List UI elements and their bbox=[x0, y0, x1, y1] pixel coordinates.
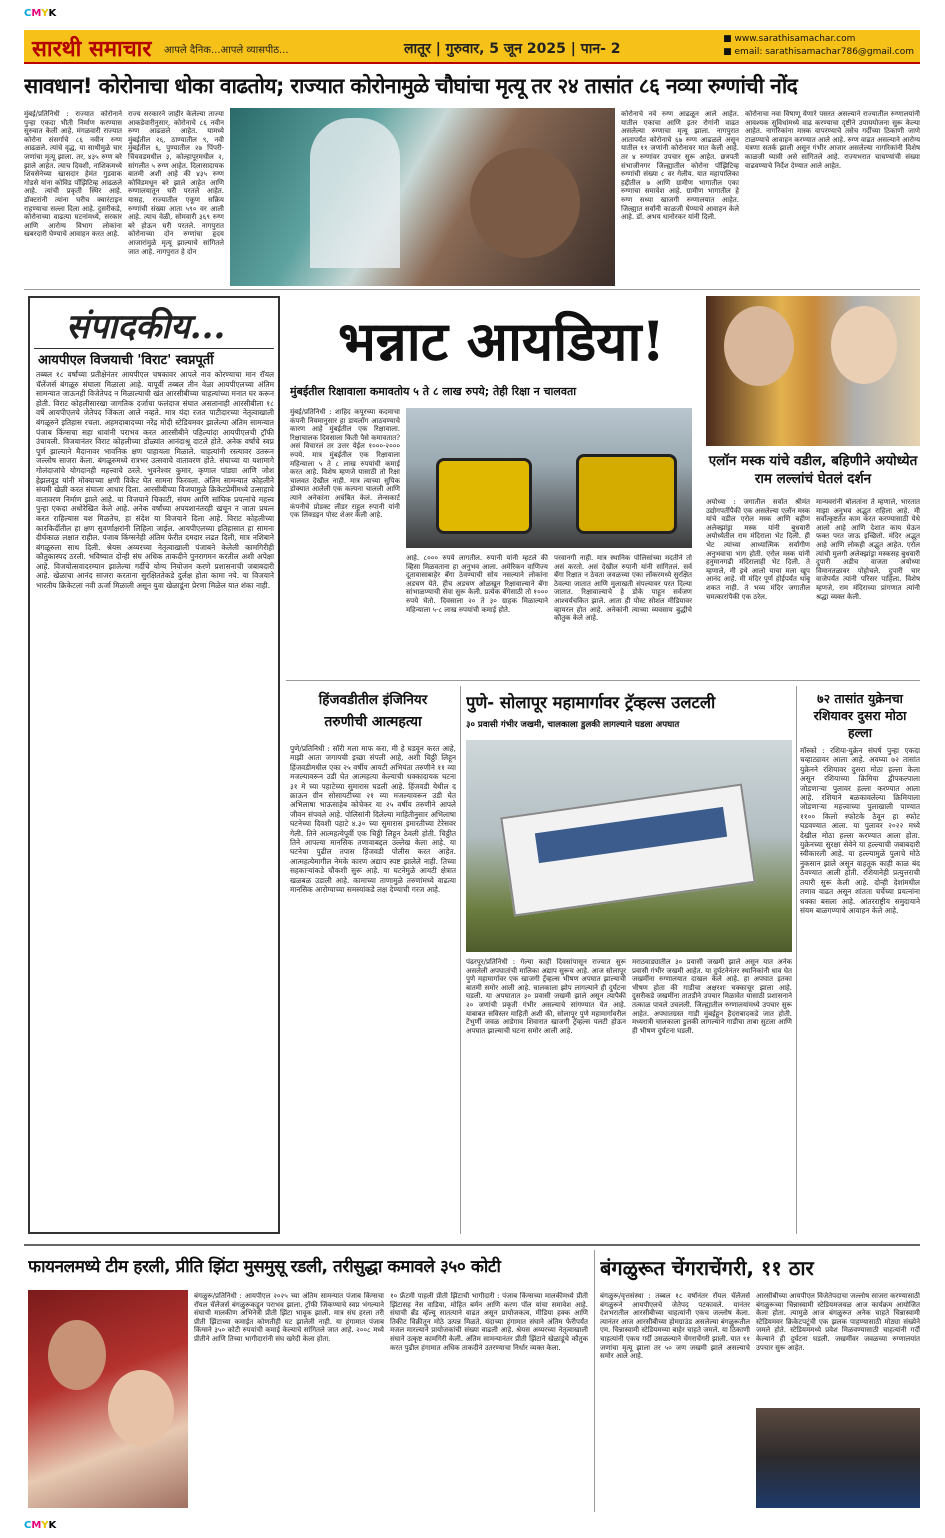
feature-col-2: आहे. ८००० रुपये लागतील. रुपानी यांनी म्हटले की व्हिसा मिळवताना हा अनुभव आला. अमेरिकन वाणिज्य दूतावासाबाहेर बॅगा ठेवण्याची सोय नसल्याने लोकांना अडचण येते. हीच अडचण ओळखून रिक्षावाल्याने बॅगा सांभाळण्याची सेवा सुरू केली. प्रत्येक बॅगेसाठी तो १००० रुपये घेतो. दिवसाला २० ते ३० ग्राहक मिळाल्याने महिन्याला ५-८ लाख रुपयांची कमाई होते. bbox=[406, 554, 548, 614]
masthead bbox=[24, 30, 920, 64]
stampede-col-1: बंगळुरू/वृत्तसंस्था : तब्बल १८ वर्षांनंतर रॉयल चॅलेंजर्स बंगळुरूने आयपीएलचे जेतेपद पटकावले. यानंतर देशभरातील आरसीबीच्या चाहत्यांनी एकच जल्लोष केला. त्यानंतर आज आरसीबीच्या होमग्राउंड असलेल्या बंगळुरूतील एम. चिन्नास्वामी स्टेडियमच्या बाहेर चाहते जमले. या ठिकाणी चाहत्यांनी एकच गर्दी उसळल्याने चेंगराचेंगरी झाली. यात ११ जणांचा मृत्यू झाला तर ५० जण जखमी झाले असल्याचे समोर आले आहे. bbox=[600, 1292, 750, 1361]
contact-info bbox=[723, 33, 914, 59]
bus-col-2: मराठवाड्यातील ३० प्रवासी जखमी झाले असून यात अनेक प्रवासी गंभीर जखमी आहेत. या दुर्घटनेनंतर स्थानिकांनी धाव घेत जखमींना रुग्णालयात दाखल केले आहे. हा अपघात इतका भीषण होता की गाडीचा अक्षरशः चक्काचूर झाला आहे. दुसरीकडे जखमींना तातडीने उपचार मिळावेत यासाठी प्रशासनाने तत्काळ पावले उचलली. जिल्ह्यातील रुग्णालयांमध्ये उपचार सुरू आहेत. अपघातग्रस्त गाडी मुंबईहून हैदराबादकडे जात होती. मध्यरात्री चालकाला डुलकी लागल्याने गाडीचा ताबा सुटला आणि ही भीषण दुर्घटना घडली. bbox=[632, 958, 792, 1035]
final-headline: फायनलमध्ये टीम हरली, प्रीति झिंटा मुसमुसू रडली, तरीसुद्धा कमावले ३५० कोटी bbox=[28, 1257, 501, 1277]
globe-icon: ■ bbox=[723, 34, 735, 44]
covid-swab-photo bbox=[230, 108, 615, 286]
ukraine-body: मॉस्को : रशिया-युक्रेन संघर्ष पुन्हा एकदा चव्हाट्यावर आला आहे. अवघ्या ७२ तासांत युक्रेनने रशियावर दुसरा मोठा हल्ला केला असून रशियाच्या क्रिमिया द्वीपकल्पाला जोडणाऱ्या पुलावर हल्ला करण्यात आला आहे. रशियाने बळकावलेल्या क्रिमियाला जोडणाऱ्या महत्त्वाच्या पुलाखाली पाण्यात ११०० किलो स्फोटके ठेवून हा स्फोट घडवण्यात आला. या पुलावर २०२२ मध्ये देखील मोठा हल्ला करण्यात आला होता. युक्रेनच्या सुरक्षा सेवेने या हल्ल्याची जबाबदारी स्वीकारली आहे. या हल्ल्यामुळे पुलाचे मोठे नुकसान झाले असून वाहतूक काही काळ बंद ठेवण्यात आली होती. रशियानेही प्रत्युत्तराची तयारी सुरू केली आहे. दोन्ही देशांमधील तणाव वाढत असून शांतता चर्चेच्या प्रयत्नांना धक्का बसला आहे. आंतरराष्ट्रीय समुदायाने संयम बाळगण्याचे आवाहन केले आहे. bbox=[800, 746, 920, 915]
stampede-col-2: आरसीबीच्या आयपीएल विजेतेपदाचा जल्लोष साजरा करण्यासाठी बंगळुरूच्या चिन्नास्वामी स्टेडियमजवळ आज कार्यक्रम आयोजित केला होता. त्यामुळे आज बंगळुरूत अनेक चाहते चिन्नास्वामी स्टेडियमवर क्रिकेटपटूंची एक झलक पाहण्यासाठी मोठ्या संख्येने जमले होते. स्टेडियममध्ये प्रवेश मिळवण्यासाठी चाहत्यांनी गर्दी केल्याने ही दुर्घटना घडली. जखमींवर जवळच्या रुग्णालयांत उपचार सुरू आहेत. bbox=[756, 1292, 920, 1352]
feature-col-3: परवानगी नाही. मात्र स्थानिक पोलिसांच्या मदतीने तो असं करतो. असं देखील रुपानी यांनी सांगितलं. सर्व बॅगा रिक्षात न ठेवता जवळच्या एका लॉकरमध्ये सुरक्षित ठेवल्या जातात आणि मुलाखती संपल्यावर परत दिल्या जातात. रिक्षावाल्याचे हे डोके पाहून सर्वजण आश्चर्यचकित झाले. आता ही पोस्ट सोशल मीडियावर व्हायरल होत आहे. अनेकांनी त्याच्या व्यवसाय बुद्धीचे कौतुक केले आहे. bbox=[554, 554, 692, 623]
lead-headline: सावधान! कोरोनाचा धोका वाढतोय; राज्यात कोरोनामुळे चौघांचा मृत्यू तर २४ तासांत ८६ नव्या रुग्णांची नोंद bbox=[24, 74, 798, 98]
feature-col-1: मुंबई/प्रतिनिधी : शाहिद कपूरच्या कदमाचा कंपनी नियमानुसार हा डायलॉग आठवण्याचे कारण आहे मुंबईतील एक रिक्षावाला. रिक्षाचालक दिवसाला किती पैसे कमावतात? असं विचारलं तर उत्तर येईल १०००-२००० रुपये. मात्र मुंबईतील एक रिक्षावाला महिन्याला ५ ते ८ लाख रुपयांची कमाई करत आहे. विशेष म्हणजे यासाठी तो रिक्षा चालवत देखील नाही. मात्र त्याच्या सुपिक डोक्यात आलेली एक कल्पना चालली आणि त्याने अनेकांना अचंबित केलं. लेन्सकार्ट कंपनीचे प्रोडक्ट लीडर राहुल रुपानी यांनी एक लिंक्डइन पोस्ट शेअर केली आहे. bbox=[290, 408, 400, 520]
musk-col-2: मान्यवरांनी बोलतांना ते म्हणाले, भारतात माझा अनुभव अद्भुत राहिला आहे. मी सर्वोत्कृष्टतेत काम करत करण्यासाठी येथे आलो आहे आणि देशात काय घेऊन फक्त परत जाऊ इच्छितो. मंदिर अद्भुत आहे आणि लोकही अद्भुत आहेत. एरोल त्यांची मुलगी अलेक्झांड्रा मस्कसह बुधवारी दुपारी अडीच वाजता अयोध्या विमानतळावर पोहोचले. दुपारी चार वाजेपर्यंत त्यांनी परिसर पाहिला. विशेष म्हणजे, राम मंदिराच्या प्रांगणात त्यांनी श्रद्धा व्यक्त केली. bbox=[816, 498, 920, 601]
mail-icon: ■ bbox=[723, 47, 735, 57]
color-registration-mark-top: CMYK bbox=[24, 8, 57, 19]
newspaper-brand: सारथी समाचार bbox=[32, 36, 152, 62]
ukraine-headline: ७२ तासांत युक्रेनचा रशियावर दुसरा मोठा हल्ला bbox=[813, 691, 907, 740]
rickshaw-photo bbox=[406, 408, 692, 548]
suicide-body: पुणे/प्रतिनिधी : सॉरी मला माफ करा, मी हे घडवून करत आहे, माझी आता जगायची इच्छा संपली आहे, अशी चिठ्ठी लिहून हिंजवडीमधील एका २५ वर्षीय आयटी अभियंता तरुणीने ११ व्या मजल्यावरून उडी घेत आत्महत्या केल्याची धक्कादायक घटना ३१ मे च्या पहाटेच्या सुमारास घडली आहे. हिंजवडी येथील द क्राऊन ग्रीन सोसायटीच्या २१ व्या मजल्यावरून उडी घेत अभिलाषा भाऊसाहेब कोचेकर या २५ वर्षीय तरुणीने आपले जीवन संपवले आहे. पोलिसांनी दिलेल्या माहितीनुसार अभिलाषा घटनेच्या दिवशी पहाटे ४.३० च्या सुमारास इमारतीच्या टेरेसवर गेली. तिने आत्महत्येपूर्वी एक चिठ्ठी लिहून ठेवली होती. चिठ्ठीत तिने आपल्या मानसिक तणावाबद्दल उल्लेख केला आहे. या घटनेचा पुढील तपास हिंजवडी पोलीस करत आहेत. आत्महत्येमागील नेमके कारण अद्याप स्पष्ट झालेले नाही. तिच्या सहकाऱ्यांकडे चौकशी सुरू आहे. या घटनेमुळे आयटी क्षेत्रात खळबळ उडाली आहे. कामाच्या ताणामुळे तरुणांमध्ये वाढत्या मानसिक आरोग्याच्या समस्यांकडे लक्ष देण्याची गरज आहे. bbox=[290, 744, 456, 895]
stampede-crowd-photo bbox=[756, 1408, 920, 1508]
column-rule bbox=[460, 686, 461, 1234]
editorial-body: तब्बल १८ वर्षांच्या प्रतीक्षेनंतर आयपीएल चषकावर आपले नाव कोरण्याचा मान रॉयल चॅलेंजर्स बंगळूरु संघाला मिळाला आहे. यापूर्वी तब्बल तीन वेळा आयपीएलच्या अंतिम सामन्यात जाऊनही विजेतेपद न मिळाल्याची खंत आरसीबीच्या चाहत्यांच्या मनात घर करून होती. विराट कोहलीसारखा जागतिक दर्जाचा फलंदाज संघात असतानाही आरसीबीला १८ वर्षे आयपीएलचे जेतेपद जिंकता आले नव्हते. मात्र यंदा रजत पाटीदारच्या नेतृत्वाखाली बंगळूरुने इतिहास रचला. अहमदाबादच्या नरेंद्र मोदी स्टेडियमवर झालेल्या अंतिम सामन्यात पंजाब किंग्सचा सहा धावांनी पराभव करत आरसीबीने पहिल्यांदा आयपीएलची ट्रॉफी उंचावली. विजयानंतर विराट कोहलीच्या डोळ्यांत आनंदाश्रू दाटले होते. अनेक वर्षांचे स्वप्न पूर्ण झाल्याने मैदानावर भावनिक क्षण पाहायला मिळाले. चाहत्यांनी रस्त्यावर उतरून जल्लोष साजरा केला. बंगळूरुमध्ये रात्रभर उत्सवाचे वातावरण होते. संघाच्या या यशामागे गोलंदाजांचे योगदानही महत्त्वाचे ठरले. भुवनेश्वर कुमार, कृणाल पांड्या आणि जोश हेझलवूड यांनी मोक्याच्या क्षणी विकेट घेत सामना फिरवला. अंतिम सामन्यात कोहलीने संयमी खेळी करत संघाला आधार दिला. आरसीबीच्या विजयामुळे क्रिकेटप्रेमींमध्ये उत्साहाचे वातावरण निर्माण झाले आहे. या विजयाने चिकाटी, संयम आणि सांघिक प्रयत्नांचे महत्त्व पुन्हा एकदा अधोरेखित केले आहे. अनेक वर्षांच्या अपयशानंतरही खचून न जाता प्रयत्न करत राहिल्यास यश मिळतेच, हा संदेश या विजयाने दिला आहे. विराट कोहलीच्या कारकिर्दीतील हा क्षण सुवर्णाक्षरांनी लिहिला जाईल. आयपीएलच्या इतिहासात हा सामना दीर्घकाळ लक्षात राहील. पंजाब किंग्सनेही अंतिम फेरीत दमदार लढत दिली, मात्र नशिबाने बंगळूरुला साथ दिली. श्रेयस अय्यरच्या नेतृत्वाखाली पंजाबने केलेली कामगिरीही कौतुकास्पद ठरली. भविष्यात दोन्ही संघ अधिक ताकदीने पुनरागमन करतील अशी अपेक्षा आहे. विजयोत्सवादरम्यान झालेल्या गर्दीचे योग्य नियोजन करणे प्रशासनाची जबाबदारी आहे. खेळाचा आनंद साजरा करताना सुरक्षिततेकडे दुर्लक्ष होता कामा नये. या विजयाने भारतीय क्रिकेटला नवी ऊर्जा मिळाली असून युवा खेळाडूंना प्रेरणा मिळेल यात शंका नाही. bbox=[36, 370, 274, 591]
final-col-2: १० फ्रँटमी पाहली प्रीती झिंटाची भागीदारी : पंजाब किंग्सच्या मालकीमध्ये प्रीती झिंटासह नेस वाडिया, मोहित बर्मन आणि करण पॉल यांचा समावेश आहे. संघाची ब्रँड व्हॅल्यू सातत्याने वाढत असून प्रायोजकत्व, मीडिया हक्क आणि तिकीट विक्रीतून मोठे उत्पन्न मिळते. यंदाच्या हंगामात संघाने अंतिम फेरीपर्यंत मजल मारल्याने प्रायोजकांची संख्या वाढली आहे. श्रेयस अय्यरच्या नेतृत्वाखाली संघाने उत्कृष्ट कामगिरी केली. अंतिम सामन्यानंतर प्रीती झिंटाने खेळाडूंचे कौतुक करत पुढील हंगामात अधिक ताकदीने उतरण्याचा निर्धार व्यक्त केला. bbox=[390, 1292, 588, 1352]
overturned-bus-photo bbox=[466, 740, 792, 952]
bus-subhead: ३० प्रवासी गंभीर जखमी, चालकाला डुलकी लागल्याने घडला अपघात bbox=[466, 720, 680, 730]
editorial-label: संपादकीय... bbox=[66, 307, 226, 347]
feature-headline: भन्नाट आयडिया! bbox=[338, 309, 666, 373]
suicide-headline-1: हिंजवडीतील इंजिनियर bbox=[318, 692, 428, 708]
color-registration-mark-bottom: CMYK bbox=[24, 1520, 57, 1531]
editorial-title: आयपीएल विजयाची 'विराट' स्वप्नपूर्ती bbox=[38, 353, 214, 368]
email-link[interactable]: email: sarathisamachar786@gmail.com bbox=[734, 47, 914, 57]
bus-headline: पुणे- सोलापूर महामार्गावर ट्रॅव्हल्स उलटली bbox=[466, 693, 716, 712]
editorial-box bbox=[28, 296, 280, 1234]
tagline: आपले दैनिक...आपले व्यासपीठ... bbox=[164, 45, 289, 56]
stampede-headline: बंगळुरूत चेंगराचेंगरी, ११ ठार bbox=[600, 1256, 814, 1280]
column-rule bbox=[796, 686, 797, 1234]
feature-subhead: मुंबईतील रिक्षावाला कमावतोय ५ ते ८ लाख रुपये; तेही रिक्षा न चालवता bbox=[290, 385, 577, 398]
musk-col-1: अयोध्या : जगातील सर्वात श्रीमंत उद्योगपतींपैकी एक असलेल्या एलॉन मस्क यांचे वडील एरोल मस्क आणि बहीण अलेक्झांड्रा मस्क यांनी बुधवारी अयोध्येतील राम मंदिराला भेट दिली. ही भेट त्यांच्या आध्यात्मिक सर्वांगीण अनुभवाचा भाग होती. एरोल मस्क यांनी हनुमानगढी मंदिरालाही भेट दिली. ते म्हणाले, मी इथे आलो याचा मला खूप आनंद आहे. मी मंदिर पूर्ण होईपर्यंत थांबू शकत नाही. ते भव्य मंदिर जगातील चमत्कारांपैकी एक ठरेल. bbox=[706, 498, 810, 601]
lead-col-3: कोरोनाचे नवे रुग्ण आढळून आले आहेत. यातील एकाचा आणि इतर रोगांनी वाढत असलेल्या रुग्णाचा मृत्यू झाला. नागपुरात आतापर्यंत कोरोनाचे ६७ रुग्ण आढळले असून यातील ११ जणांनी कोरोनावर मात केली आहे. तर ४ रुग्णांवर उपचार सुरू आहेत. छत्रपती संभाजीनगर जिल्ह्यातील कोरोना पॉझिटिव्ह रुग्णांची संख्या ८ वर गेलीय. यात महापालिका हद्दीतील ७ आणि ग्रामीण भागातील एका रुग्णाचा समावेश आहे. ग्रामीण भागातील हे रुग्ण सध्या खाजगी रुग्णालयात आहेत. जिल्ह्यात सर्वांनी काळजी घेण्याचे आवाहन केले आहे. डॉ. अभय धानोरकर यांनी दिली. bbox=[621, 110, 739, 222]
section-divider bbox=[24, 289, 920, 290]
preity-zinta-photo bbox=[28, 1290, 188, 1508]
lead-col-2: राज्य सरकारने जाहीर केलेल्या ताज्या आकडेवारीनुसार, कोरोनाचे ८६ नवीन रुग्ण आढळले आहेत. यामध्ये मुंबईतील २६, ठाण्यातील ९, नवी मुंबईतील ६, पुण्यातील २७ पिंपरी-चिंचवडमधील ३, कोल्हापूरमधील २, सांगलीत ५ रुग्ण आहेत. दिलासादायक बातमी अशी आहे की ४३५ रुग्ण कोविडमधून बरे झाले आहेत आणि रुग्णालयातून घरी परतले आहेत. यासह, राज्यातील एकूण सक्रिय रुग्णांची संख्या आता ५९० वर आली आहे. त्याच वेळी, सोमवारी ३६९ रुग्ण बरे होऊन घरी परतले. नागपुरात कोरोनाच्या दोन रुग्णांचा हृदय आजारांमुळे मृत्यू झाल्याचे सांगितले जात आहे. नागपुरात हे दोन bbox=[128, 110, 224, 256]
musk-headline: एलॉन मस्क यांचे वडील, बहिणीने अयोध्येत राम लल्लांचं घेतलं दर्शन bbox=[708, 453, 918, 487]
section-divider bbox=[286, 680, 920, 681]
suicide-headline-2: तरुणीची आत्महत्या bbox=[324, 714, 422, 730]
website-link[interactable]: www.sarathisamachar.com bbox=[734, 34, 856, 44]
lead-col-1: मुंबई/प्रतिनिधी : राज्यात कोरोनाने पुन्हा एकदा भीती निर्माण करण्यास सुरुवात केली आहे. मंगळवारी राज्यात कोरोना संसर्गाचे ८६ नवीन रुग्ण आढळले. त्यांचे वृद्ध, या साथीमुळे चार जणांचा मृत्यू झाला. तर, ४३५ रुग्ण बरे झाले आहेत. त्याच दिवशी, नाशिकमध्ये शिवसेनेच्या खासदार हेमंत गुडवाक गोडसे यांना कोविड पॉझिटिव्ह आढळले आहे. त्यांची प्रकृती स्थिर आहे. डॉक्टरांनी त्यांना घरीच क्वारंटाइन राहण्याचा सल्ला दिला आहे. दुसरीकडे, कोरोनाच्या वाढत्या घटनांमध्ये, सरकार आणि आरोग्य विभाग लोकांना खबरदारी घेण्याचे आवाहन करत आहे. bbox=[24, 110, 122, 239]
lead-col-4: कोरोनाचा नवा विषाणू येणारे पसरत असल्याने राज्यातील रुग्णालयांनी आवश्यक सुविधांमध्ये वाढ करण्याचा दृष्टीने उपाययोजना सुरू केल्या आहेत. नागरिकांना मास्क वापरण्याचे तसेच गर्दीच्या ठिकाणी जाणे टाळण्याचे आवाहन करण्यात आले आहे. रुग्ण वाढत असल्याने आरोग्य यंत्रणा सतर्क झाली असून गंभीर आजार असलेल्या नागरिकांनी विशेष काळजी घ्यावी असे सांगितले आहे. राज्यभरात चाचण्यांची संख्या वाढवण्याचे निर्देश देण्यात आले आहेत. bbox=[745, 110, 920, 170]
final-col-1: बंगळुरू/प्रतिनिधी : आयपीएल २०२५ च्या अंतिम सामन्यात पंजाब किंग्सचा रॉयल चॅलेंजर्स बंगळुरूकडून पराभव झाला. ट्रॉफी जिंकण्याचे स्वप्न भंगल्याने संघाची मालकीण अभिनेत्री प्रीती झिंटा भावूक झाली. मात्र संघ हरला तरी प्रीती झिंटाच्या कमाईत कोणतीही घट झालेली नाही. या हंगामात पंजाब किंग्सने ३५० कोटी रुपयांची कमाई केल्याचे सांगितले जात आहे. २००८ मध्ये प्रीतीने आणि तिच्या भागीदारांनी संघ खरेदी केला होता. bbox=[194, 1292, 384, 1343]
issue-line: लातूर | गुरुवार, 5 जून 2025 | पान- 2 bbox=[404, 41, 621, 57]
editorial-rule bbox=[34, 348, 274, 349]
column-rule bbox=[594, 1250, 595, 1512]
bus-col-1: पंढरपूर/प्रतिनिधी : गेल्या काही दिवसांपासून राज्यात सुरू असलेली अपघातांची मालिका अद्याप सुरूच आहे. आज सोलापूर पुणे महामार्गावर एक खाजगी ट्रॅव्हल्स भीषण अपघात झाल्याची बातमी समोर आली आहे. चालकाला झोप लागल्याने ही दुर्घटना घडली. या अपघातात ३० प्रवासी जखमी झाले असून त्यापैकी २० जणांची प्रकृती गंभीर असल्याचे सांगण्यात येत आहे. याबाबत सविस्तर माहिती अशी की, सोलापूर पुणे महामार्गावरील टेंभुर्णी जवळ आडेगाव शिवारात खाजगी ट्रॅव्हल्स पलटी होऊन अपघात झाल्याची घटना समोर आली आहे. bbox=[466, 958, 626, 1035]
musk-family-photo bbox=[706, 296, 920, 446]
section-divider bbox=[24, 1244, 920, 1246]
